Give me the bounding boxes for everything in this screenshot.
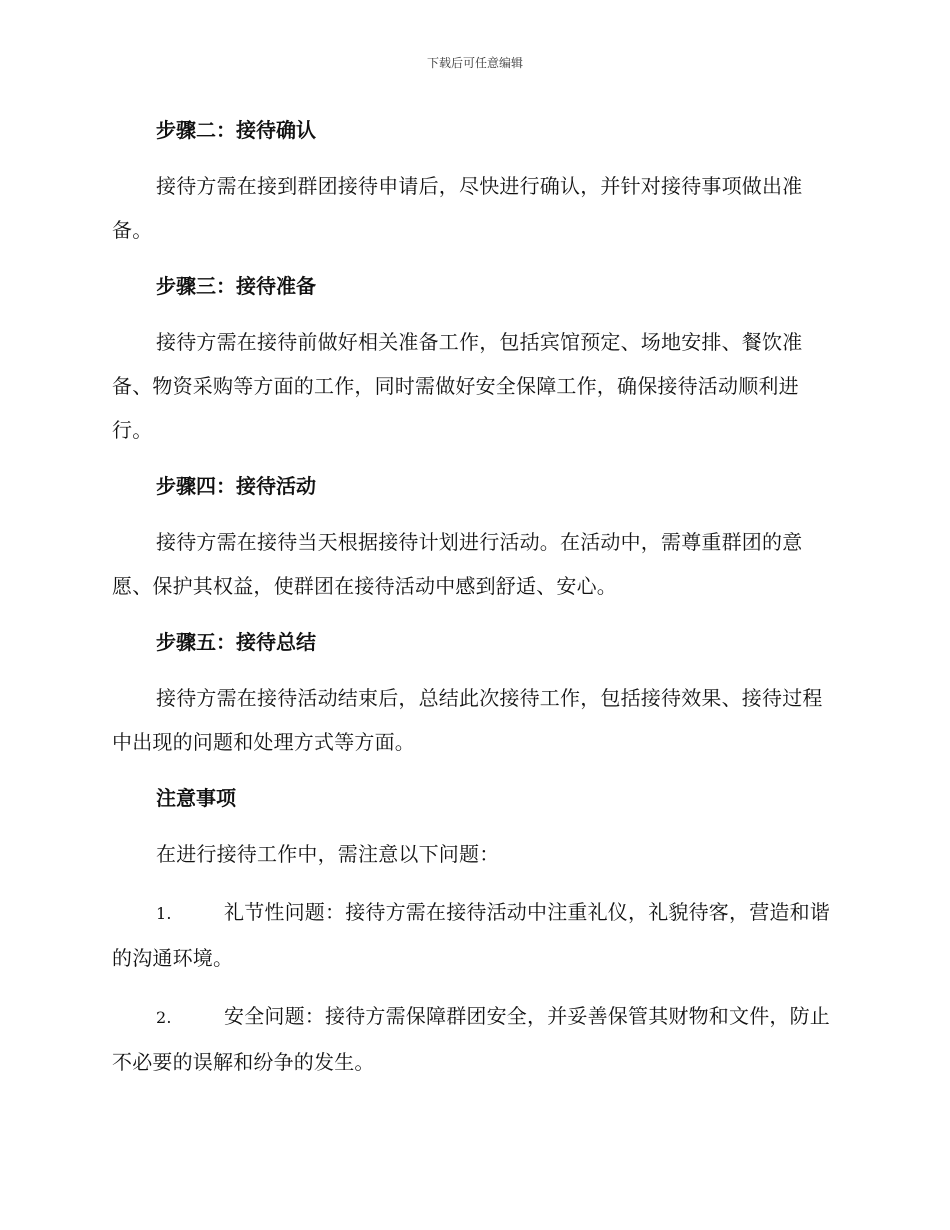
- list-item-text: 安全问题：接待方需保障群团安全，并妥善保管其财物和文件，防止不必要的误解和纷争的发生。: [112, 1004, 830, 1074]
- section-heading-step-5: 步骤五：接待总结: [156, 630, 316, 654]
- document-body: [112, 110, 832, 1084]
- section-heading-step-3: 步骤三：接待准备: [156, 274, 316, 298]
- section-paragraph-step-3: 接待方需在接待前做好相关准备工作，包括宾馆预定、场地安排、餐饮准备、物资采购等方面的工作，同时需做好安全保障工作，确保接待活动顺利进行。: [112, 330, 803, 442]
- list-item-number: 1.: [156, 904, 172, 923]
- notes-list-item: [112, 890, 832, 980]
- list-item-number: 2.: [156, 1008, 172, 1027]
- notes-list-item: [112, 994, 832, 1084]
- page-header-note: 下载后可任意编辑: [426, 56, 523, 70]
- section-paragraph-step-4: 接待方需在接待当天根据接待计划进行活动。在活动中，需尊重群团的意愿、保护其权益，使群团在接待活动中感到舒适、安心。: [112, 530, 803, 598]
- section-heading-step-4: 步骤四：接待活动: [156, 474, 316, 498]
- section-paragraph-step-5: 接待方需在接待活动结束后，总结此次接待工作，包括接待效果、接待过程中出现的问题和处理方式等方面。: [112, 686, 823, 754]
- notes-heading: 注意事项: [156, 786, 236, 810]
- notes-intro: 在进行接待工作中，需注意以下问题：: [156, 842, 500, 866]
- section-paragraph-step-2: 接待方需在接到群团接待申请后，尽快进行确认，并针对接待事项做出准备。: [112, 174, 803, 242]
- list-item-text: 礼节性问题：接待方需在接待活动中注重礼仪，礼貌待客，营造和谐的沟通环境。: [112, 900, 830, 970]
- section-heading-step-2: 步骤二：接待确认: [156, 118, 316, 142]
